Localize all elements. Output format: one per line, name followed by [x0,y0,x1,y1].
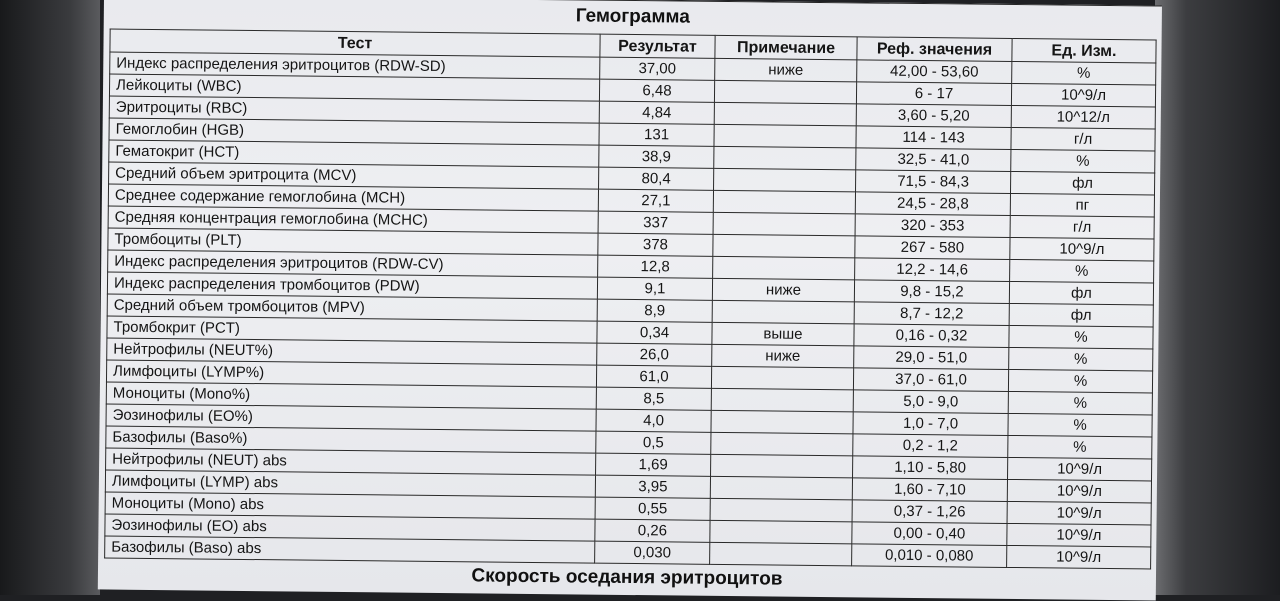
cell-unit: г/л [1011,127,1155,151]
header-note: Примечание [715,35,857,59]
cell-reference: 32,5 - 41,0 [856,148,1011,172]
esr-section-title: Скорость оседания эритроцитов [471,565,783,590]
cell-test: Гематокрит (HCT) [109,140,599,167]
cell-test: Базофилы (Baso) abs [105,536,595,563]
cell-test: Базофилы (Baso%) [106,426,596,453]
cell-reference: 5,0 - 9,0 [853,390,1008,414]
page-title: Гемограмма [575,5,690,28]
cell-test: Лимфоциты (LYMP) abs [105,470,595,497]
cell-result: 12,8 [598,255,713,278]
cell-unit: фл [1009,281,1153,305]
cell-reference: 114 - 143 [856,126,1011,150]
cell-note [714,102,856,125]
cell-test: Средний объем эритроцита (MCV) [109,162,599,189]
cell-reference: 29,0 - 51,0 [854,346,1009,370]
cell-unit: % [1008,369,1152,393]
cell-reference: 71,5 - 84,3 [856,170,1011,194]
cell-result: 337 [598,211,713,234]
cell-test: Средний объем тромбоцитов (MPV) [107,294,597,321]
cell-result: 80,4 [599,167,714,190]
cell-unit: % [1012,61,1156,85]
cell-result: 8,9 [597,299,712,322]
cell-unit: фл [1009,303,1153,327]
cell-test: Лимфоциты (LYMP%) [106,360,596,387]
cell-note: ниже [715,58,857,81]
monitor-bezel-left [0,0,100,595]
cell-reference: 1,10 - 5,80 [853,456,1008,480]
cell-result: 3,95 [595,475,710,498]
cell-test: Тромбокрит (PCT) [107,316,597,343]
cell-reference: 24,5 - 28,8 [855,192,1010,216]
table-body [105,52,1156,569]
cell-note [714,80,856,103]
cell-reference: 42,00 - 53,60 [857,60,1012,84]
header-reference: Реф. значения [857,37,1012,62]
cell-test: Нейтрофилы (NEUT%) [107,338,597,365]
cell-test: Средняя концентрация гемоглобина (MCHC) [108,206,598,233]
cell-unit: % [1009,325,1153,349]
cell-note [710,476,852,499]
cell-unit: % [1008,435,1152,459]
cell-result: 8,5 [596,387,711,410]
cell-unit: 10^9/л [1010,237,1154,261]
header-unit: Ед. Изм. [1012,38,1156,63]
cell-note: ниже [712,278,854,301]
cell-unit: пг [1010,193,1154,217]
cell-reference: 6 - 17 [856,82,1011,106]
cell-note [711,454,853,477]
cell-unit: % [1011,149,1155,173]
cell-result: 0,5 [596,431,711,454]
cell-test: Гемоглобин (HGB) [109,118,599,145]
cell-test: Лейкоциты (WBC) [109,74,599,101]
cell-result: 0,55 [595,497,710,520]
cell-unit: % [1010,259,1154,283]
cell-result: 1,69 [596,453,711,476]
cell-result: 0,030 [595,541,710,564]
cell-test: Моноциты (Mono%) [106,382,596,409]
cell-test: Нейтрофилы (NEUT) abs [106,448,596,475]
cell-reference: 37,0 - 61,0 [853,368,1008,392]
cell-reference: 9,8 - 15,2 [854,280,1009,304]
cell-reference: 0,16 - 0,32 [854,324,1009,348]
cell-result: 4,84 [599,101,714,124]
cell-unit: % [1008,391,1152,415]
cell-reference: 320 - 353 [855,214,1010,238]
cell-note [714,168,856,191]
cell-test: Индекс распределения тромбоцитов (PDW) [107,272,597,299]
cell-test: Тромбоциты (PLT) [108,228,598,255]
cell-test: Индекс распределения эритроцитов (RDW-SD) [110,52,600,79]
cell-test: Индекс распределения эритроцитов (RDW-CV) [108,250,598,277]
cell-result: 26,0 [597,343,712,366]
cell-note [710,498,852,521]
cell-reference: 1,60 - 7,10 [852,478,1007,502]
hemogram-table [104,29,1156,570]
cell-unit: % [1008,413,1152,437]
cell-result: 9,1 [597,277,712,300]
cell-note [711,388,853,411]
cell-note [713,256,855,279]
cell-result: 0,34 [597,321,712,344]
cell-note [710,542,852,565]
cell-reference: 12,2 - 14,6 [855,258,1010,282]
cell-test: Эритроциты (RBC) [109,96,599,123]
cell-result: 6,48 [599,79,714,102]
cell-result: 0,26 [595,519,710,542]
cell-unit: % [1009,347,1153,371]
cell-unit: 10^12/л [1011,105,1155,129]
cell-unit: 10^9/л [1007,545,1151,569]
cell-note [714,146,856,169]
cell-reference: 0,010 - 0,080 [852,544,1007,568]
cell-note [713,190,855,213]
cell-note [714,124,856,147]
cell-test: Эозинофилы (EO) abs [105,514,595,541]
cell-reference: 8,7 - 12,2 [854,302,1009,326]
cell-result: 131 [599,123,714,146]
cell-note [710,520,852,543]
cell-note [711,366,853,389]
cell-result: 27,1 [598,189,713,212]
cell-reference: 0,00 - 0,40 [852,522,1007,546]
cell-result: 38,9 [599,145,714,168]
cell-unit: 10^9/л [1007,457,1151,481]
cell-note [711,432,853,455]
cell-reference: 1,0 - 7,0 [853,412,1008,436]
cell-test: Эозинофилы (EO%) [106,404,596,431]
cell-unit: г/л [1010,215,1154,239]
cell-unit: 10^9/л [1011,83,1155,107]
cell-note [713,212,855,235]
cell-result: 378 [598,233,713,256]
lab-report-page [98,0,1162,601]
cell-unit: 10^9/л [1007,501,1151,525]
cell-unit: фл [1010,171,1154,195]
cell-note [712,300,854,323]
monitor-bezel-right [1155,0,1280,595]
cell-note: выше [712,322,854,345]
cell-note [713,234,855,257]
cell-unit: 10^9/л [1007,479,1151,503]
header-result: Результат [600,34,715,58]
cell-result: 37,00 [600,57,715,80]
cell-note: ниже [712,344,854,367]
cell-reference: 0,2 - 1,2 [853,434,1008,458]
cell-unit: 10^9/л [1007,523,1151,547]
header-test: Тест [110,29,600,57]
cell-note [711,410,853,433]
cell-reference: 267 - 580 [855,236,1010,260]
cell-result: 61,0 [596,365,711,388]
cell-test: Моноциты (Mono) abs [105,492,595,519]
cell-test: Среднее содержание гемоглобина (MCH) [108,184,598,211]
cell-reference: 0,37 - 1,26 [852,500,1007,524]
cell-reference: 3,60 - 5,20 [856,104,1011,128]
cell-result: 4,0 [596,409,711,432]
